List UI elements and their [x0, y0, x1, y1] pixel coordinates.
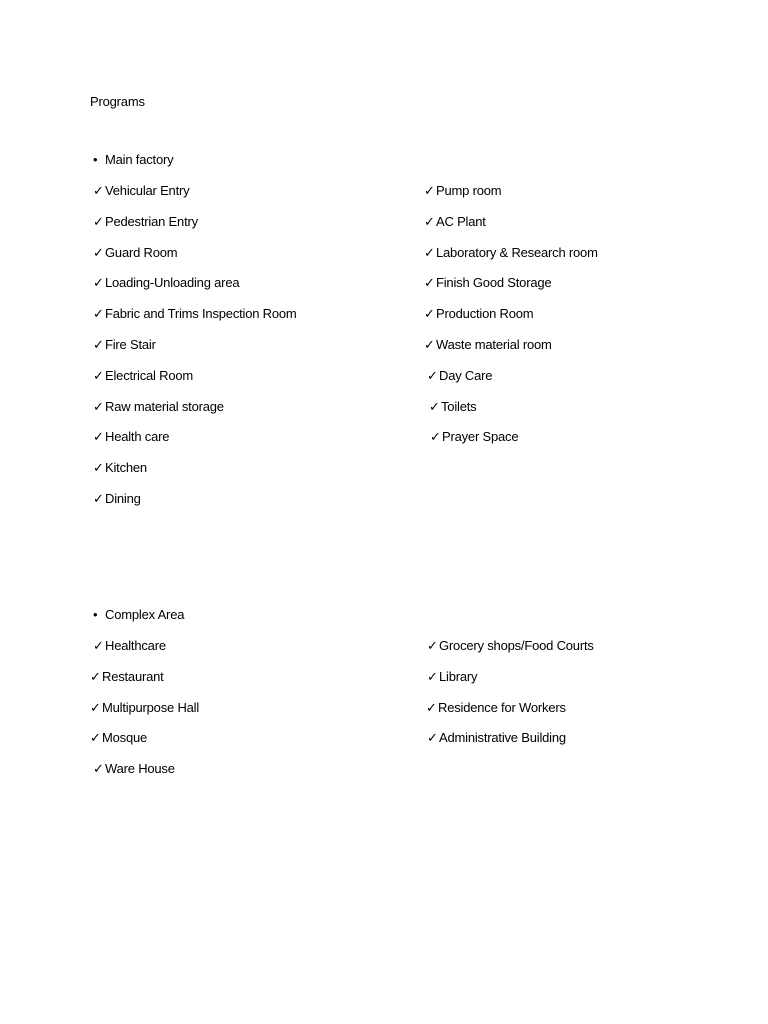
list-item-label: Health care — [105, 429, 170, 445]
checkmark-icon: ✓ — [430, 429, 441, 445]
list-item — [93, 214, 198, 230]
list-item-label: Loading-Unloading area — [105, 275, 240, 291]
checkmark-icon: ✓ — [90, 730, 101, 746]
checkmark-icon: ✓ — [93, 213, 104, 229]
list-item-label: Healthcare — [105, 638, 166, 653]
list-item-label: Pump room — [436, 183, 502, 198]
checkmark-icon: ✓ — [427, 638, 438, 653]
list-item-label: Vehicular Entry — [105, 183, 190, 198]
checkmark-icon: ✓ — [93, 275, 104, 291]
list-item — [90, 669, 164, 685]
list-item — [90, 730, 147, 746]
list-item — [93, 245, 177, 261]
list-item-label: Guard Room — [105, 244, 178, 260]
list-item — [424, 337, 552, 353]
list-item-label: Day Care — [439, 367, 493, 383]
list-item-label: Waste material room — [436, 337, 552, 352]
checkmark-icon: ✓ — [93, 638, 104, 653]
list-item-label: Pedestrian Entry — [105, 213, 198, 229]
checkmark-icon: ✓ — [427, 367, 438, 383]
checkmark-icon: ✓ — [429, 398, 440, 414]
list-item-label: Prayer Space — [442, 429, 519, 445]
list-item — [426, 700, 566, 716]
list-item-label: Raw material storage — [105, 398, 224, 414]
list-item-label: Fabric and Trims Inspection Room — [105, 306, 297, 322]
list-item-label: Dining — [105, 491, 141, 506]
list-item — [93, 429, 169, 445]
list-item-label: Library — [439, 668, 478, 684]
checkmark-icon: ✓ — [424, 244, 435, 260]
list-item-label: Fire Stair — [105, 337, 156, 352]
list-item-label: Ware House — [105, 761, 175, 777]
list-item-label: Restaurant — [102, 668, 164, 684]
page-title: Programs — [90, 94, 145, 109]
checkmark-icon: ✓ — [93, 183, 104, 198]
main-factory-heading — [93, 152, 173, 168]
checkmark-icon: ✓ — [90, 668, 101, 684]
list-item — [93, 337, 156, 353]
checkmark-icon: ✓ — [93, 306, 104, 322]
checkmark-icon: ✓ — [93, 761, 104, 777]
list-item-label: Grocery shops/Food Courts — [439, 638, 594, 653]
list-item-label: Kitchen — [105, 460, 147, 476]
list-item-label: Multipurpose Hall — [102, 699, 200, 715]
list-item — [430, 429, 518, 445]
list-item — [424, 183, 501, 199]
list-item — [427, 730, 566, 746]
checkmark-icon: ✓ — [424, 275, 435, 291]
list-item — [429, 399, 476, 415]
checkmark-icon: ✓ — [427, 668, 438, 684]
list-item — [93, 460, 147, 476]
list-item-label: Laboratory & Research room — [436, 244, 598, 260]
list-item — [427, 638, 594, 654]
checkmark-icon: ✓ — [427, 730, 438, 746]
list-item — [424, 306, 533, 322]
main-factory-heading-label: Main factory — [105, 152, 174, 167]
bullet-icon: • — [93, 152, 98, 167]
checkmark-icon: ✓ — [424, 337, 435, 352]
list-item — [427, 669, 477, 685]
complex-area-heading — [93, 607, 184, 623]
list-item — [424, 245, 598, 261]
checkmark-icon: ✓ — [90, 699, 101, 715]
bullet-icon: • — [93, 607, 98, 622]
checkmark-icon: ✓ — [93, 367, 104, 383]
list-item — [424, 275, 551, 291]
complex-area-heading-label: Complex Area — [105, 607, 185, 622]
checkmark-icon: ✓ — [93, 429, 104, 445]
list-item-label: Mosque — [102, 730, 148, 746]
checkmark-icon: ✓ — [93, 337, 104, 352]
checkmark-icon: ✓ — [93, 398, 104, 414]
list-item-label: Finish Good Storage — [436, 275, 552, 291]
list-item-label: Residence for Workers — [438, 699, 566, 715]
checkmark-icon: ✓ — [426, 699, 437, 715]
list-item — [424, 214, 486, 230]
checkmark-icon: ✓ — [424, 213, 435, 229]
checkmark-icon: ✓ — [93, 460, 104, 476]
list-item — [93, 306, 297, 322]
list-item — [93, 183, 189, 199]
list-item-label: AC Plant — [436, 213, 486, 229]
checkmark-icon: ✓ — [424, 306, 435, 322]
list-item — [93, 275, 239, 291]
list-item — [93, 399, 224, 415]
list-item — [93, 491, 141, 507]
list-item — [90, 700, 199, 716]
list-item — [93, 761, 175, 777]
checkmark-icon: ✓ — [424, 183, 435, 198]
checkmark-icon: ✓ — [93, 244, 104, 260]
list-item — [93, 638, 166, 654]
list-item-label: Electrical Room — [105, 367, 194, 383]
list-item-label: Production Room — [436, 306, 534, 322]
list-item-label: Administrative Building — [439, 730, 566, 746]
list-item — [93, 368, 193, 384]
checkmark-icon: ✓ — [93, 491, 104, 506]
list-item — [427, 368, 492, 384]
list-item-label: Toilets — [441, 398, 477, 414]
